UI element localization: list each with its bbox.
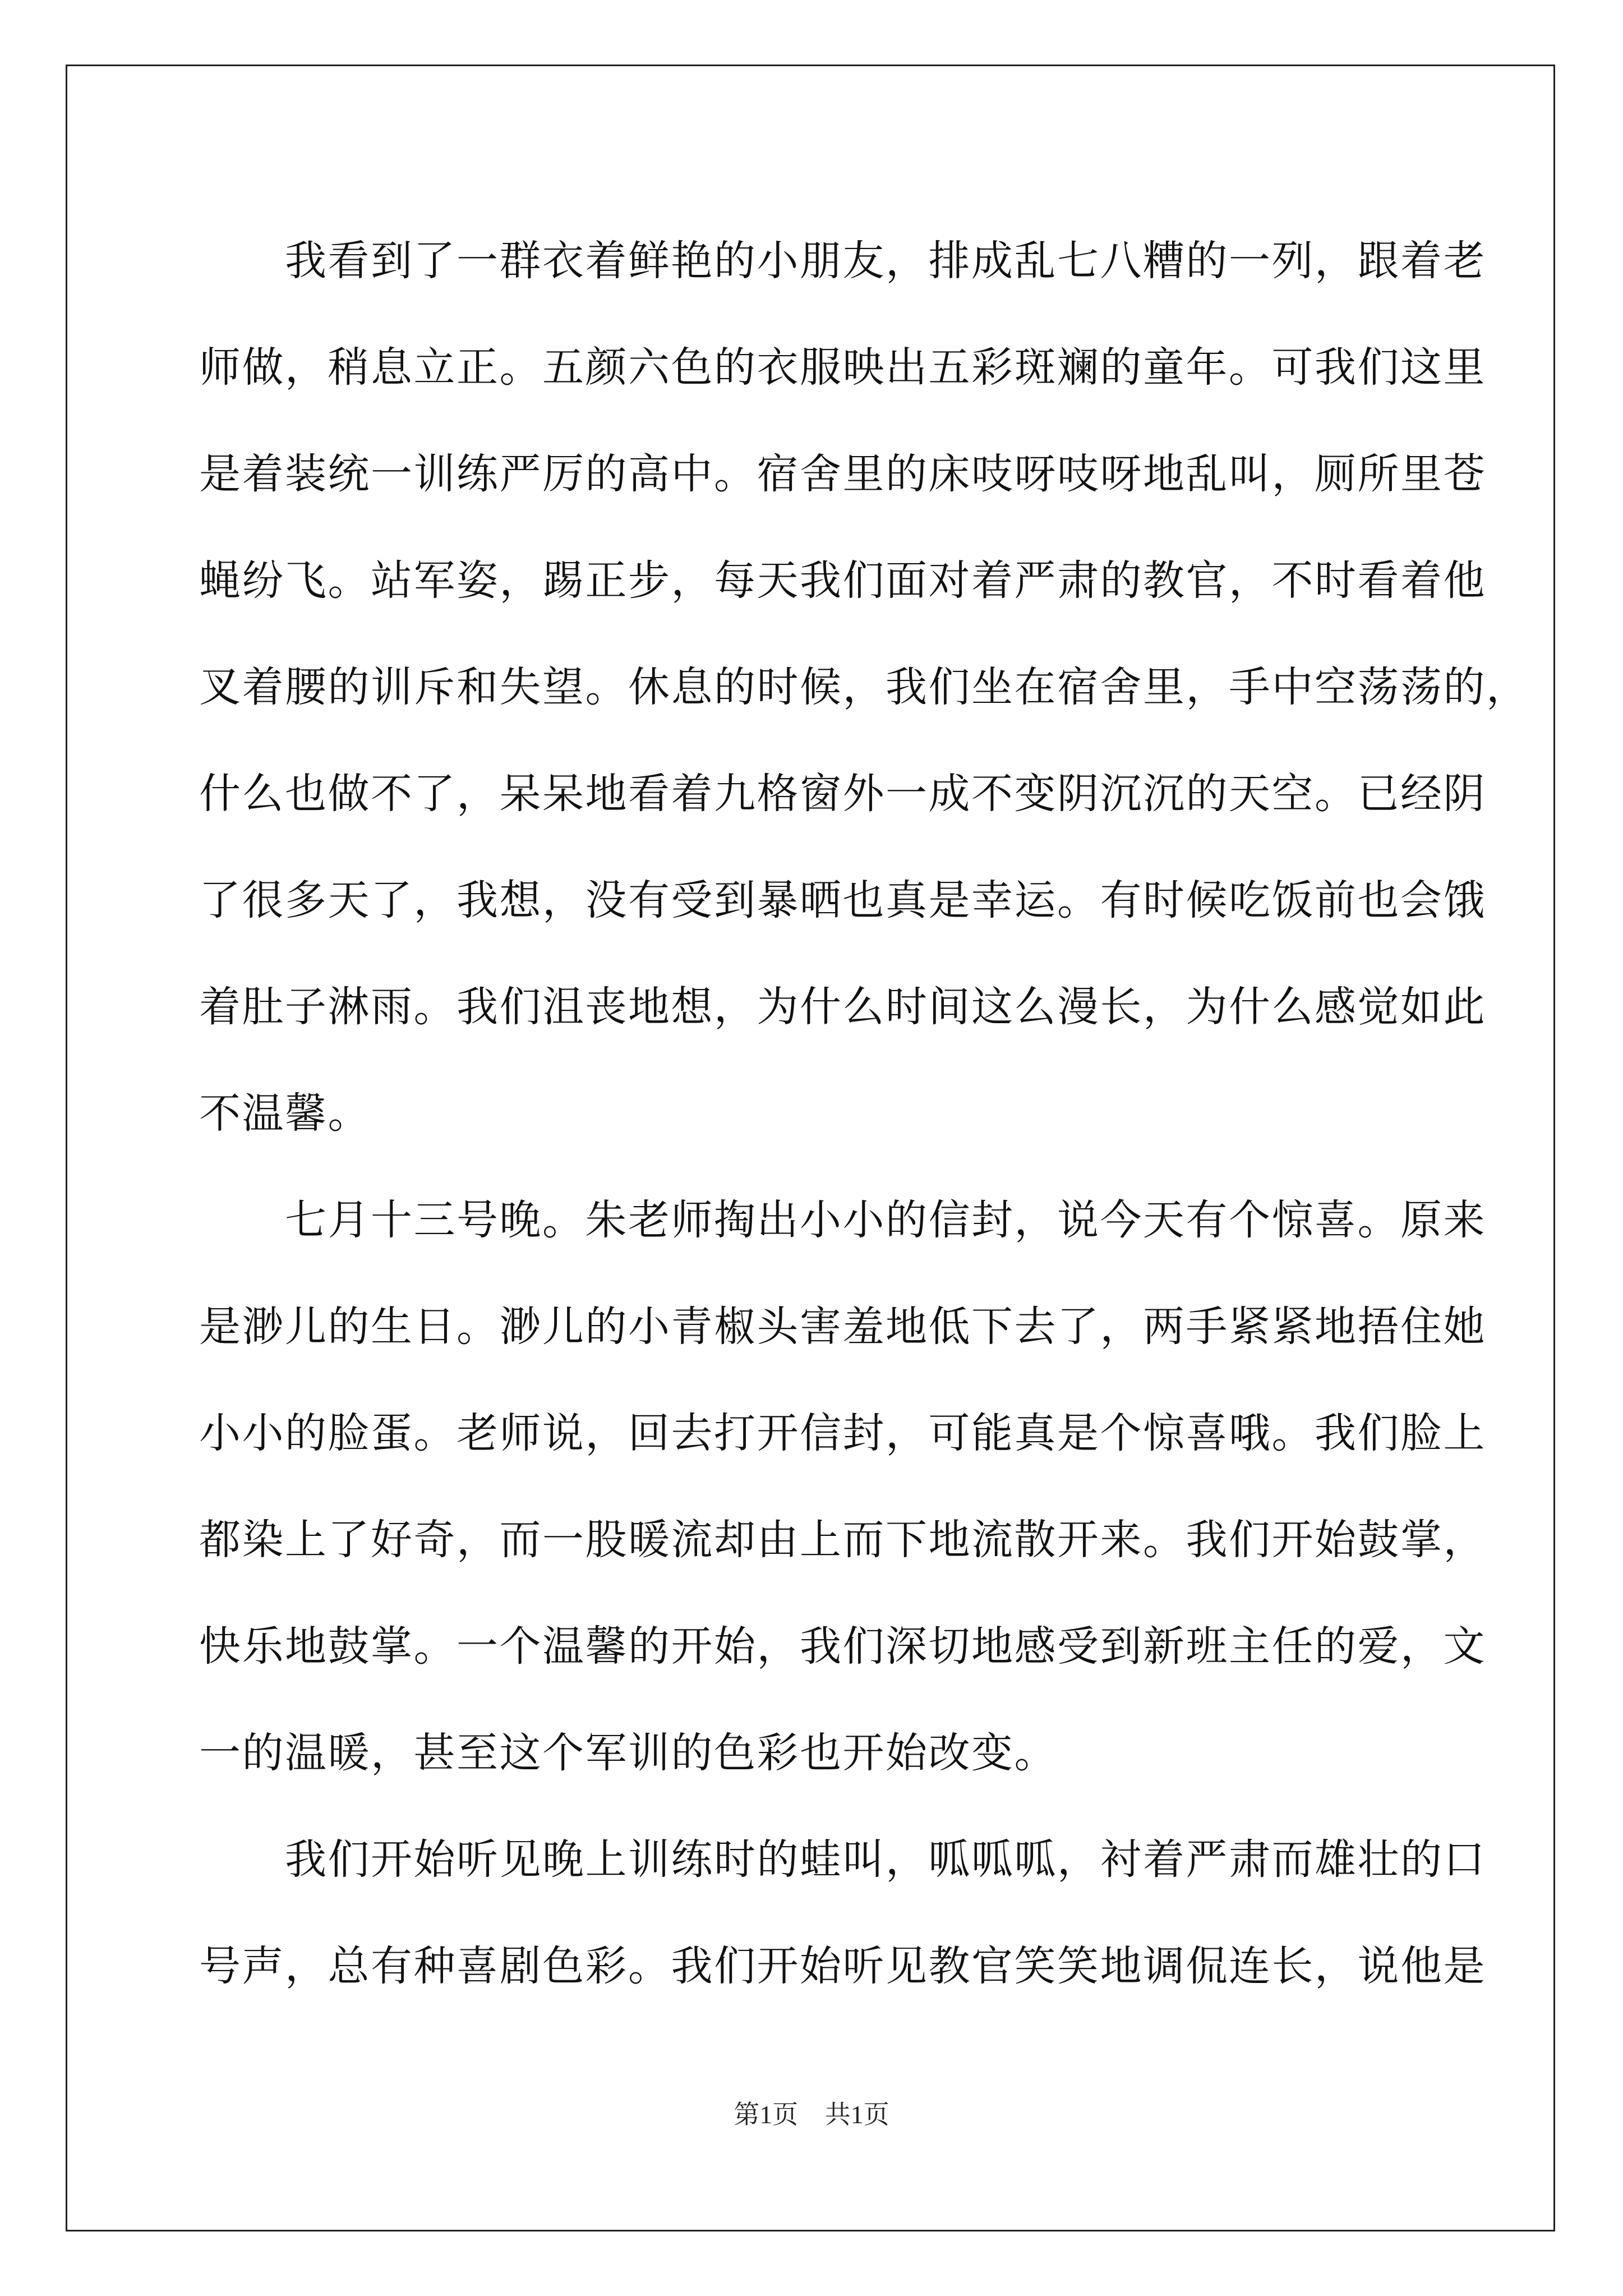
text-line: 着肚子淋雨。我们沮丧地想，为什么时间这么漫长，为什么感觉如此 [199, 983, 1486, 1031]
text-line: 是着装统一训练严厉的高中。宿舍里的床吱呀吱呀地乱叫，厕所里苍 [199, 450, 1486, 498]
text-line: 不温馨。 [199, 1089, 371, 1138]
document-body [199, 208, 1529, 2019]
text-line: 我看到了一群衣着鲜艳的小朋友，排成乱七八糟的一列，跟着老 [199, 237, 1486, 285]
text-line: 叉着腰的训斥和失望。休息的时候，我们坐在宿舍里，手中空荡荡的， [199, 663, 1529, 711]
text-line: 号声，总有种喜剧色彩。我们开始听见教官笑笑地调侃连长，说他是 [199, 1942, 1486, 1990]
text-line: 一的温暖，甚至这个军训的色彩也开始改变。 [199, 1729, 1057, 1777]
text-line: 快乐地鼓掌。一个温馨的开始，我们深切地感受到新班主任的爱，文 [199, 1622, 1486, 1671]
text-line: 七月十三号晚。朱老师掏出小小的信封，说今天有个惊喜。原来 [199, 1196, 1486, 1244]
page-footer [0, 2094, 1623, 2131]
text-line: 蝇纷飞。站军姿，踢正步，每天我们面对着严肃的教官，不时看着他 [199, 556, 1486, 605]
text-line: 小小的脸蛋。老师说，回去打开信封，可能真是个惊喜哦。我们脸上 [199, 1409, 1486, 1457]
text-line: 是渺儿的生日。渺儿的小青椒头害羞地低下去了，两手紧紧地捂住她 [199, 1303, 1486, 1351]
text-line: 我们开始听见晚上训练时的蛙叫，呱呱呱，衬着严肃而雄壮的口 [199, 1835, 1486, 1884]
page-total: 共1页 [824, 2100, 889, 2129]
text-line: 什么也做不了，呆呆地看着九格窗外一成不变阴沉沉的天空。已经阴 [199, 770, 1486, 818]
text-line: 师做，稍息立正。五颜六色的衣服映出五彩斑斓的童年。可我们这里 [199, 343, 1486, 392]
text-line: 都染上了好奇，而一股暖流却由上而下地流散开来。我们开始鼓掌， [199, 1516, 1486, 1564]
text-line: 了很多天了，我想，没有受到暴晒也真是幸运。有时候吃饭前也会饿 [199, 876, 1486, 924]
page-number: 第1页 [734, 2100, 799, 2129]
